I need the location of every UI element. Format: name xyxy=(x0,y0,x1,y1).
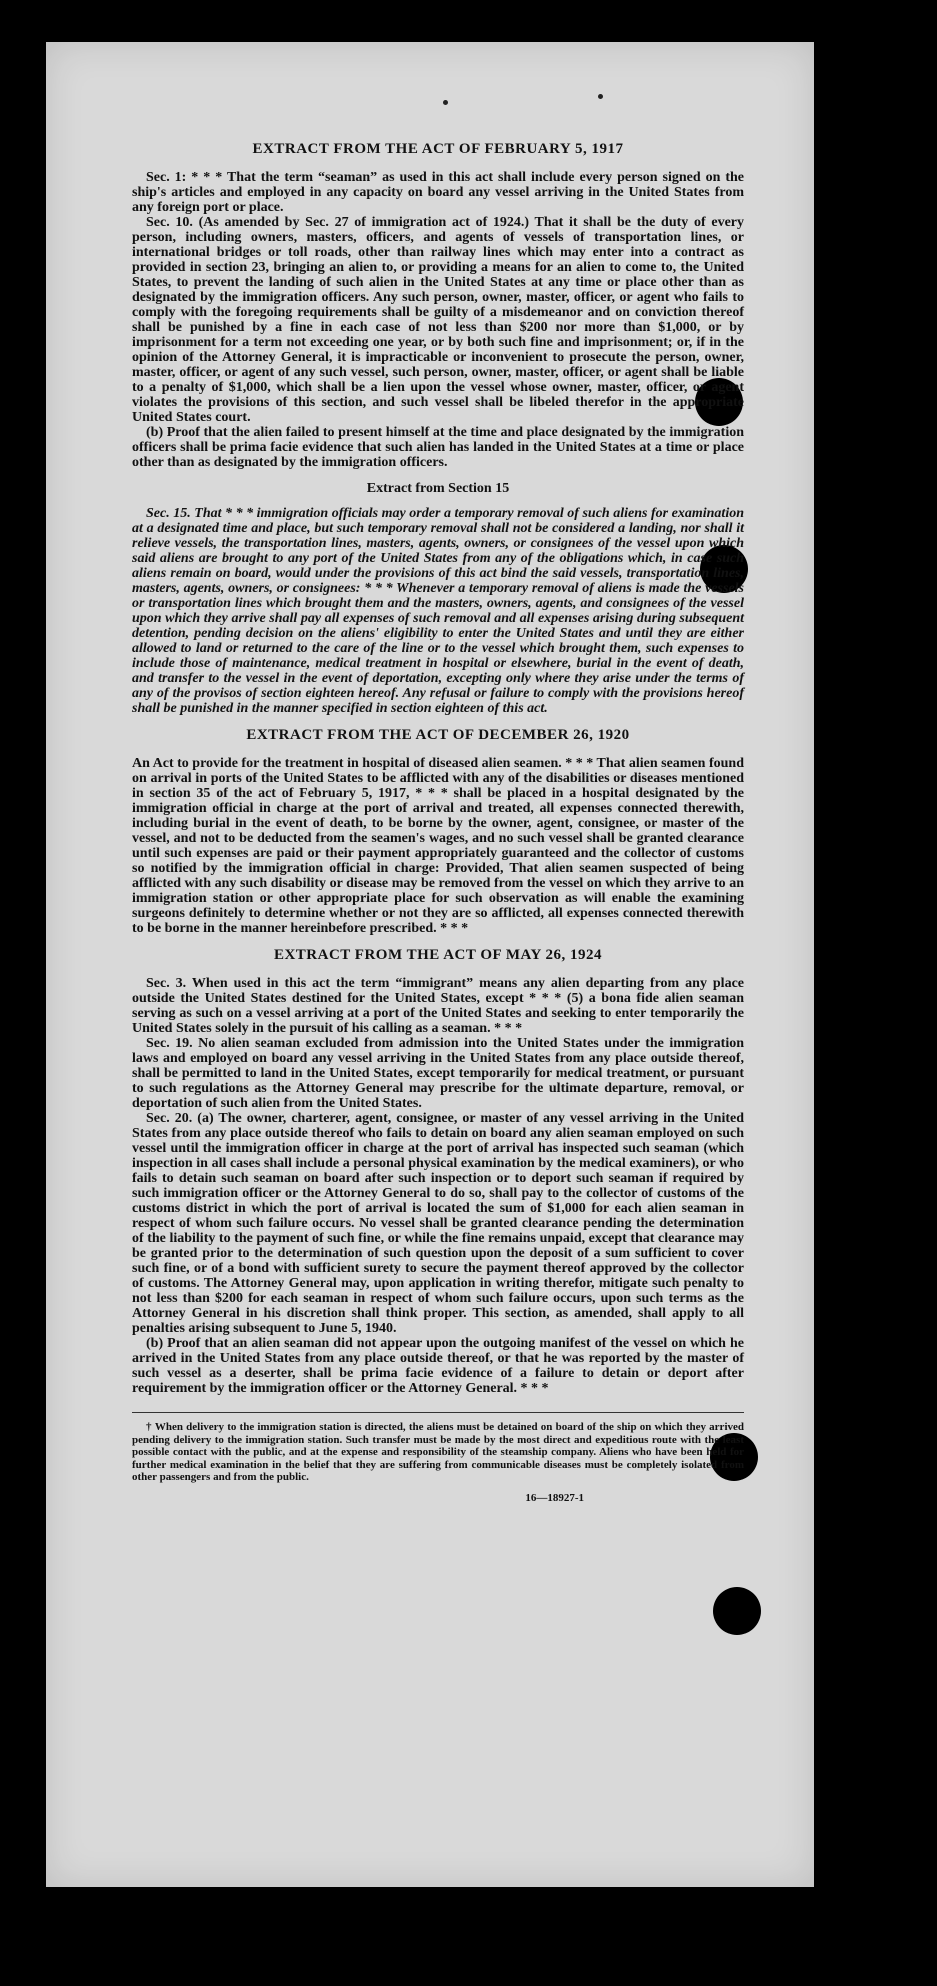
section-1920 xyxy=(132,756,744,936)
paragraph-1917-sec10b: (b) Proof that the alien failed to present himself at the time and place designated by the immigration officers shall be prima facie evidence that such alien has landed in the United States at a time or place other than as designated by the immigration officers. xyxy=(132,425,744,470)
footnote xyxy=(132,1412,744,1484)
paragraph-1924-sec20b: (b) Proof that an alien seaman did not appear upon the outgoing manifest of the vessel on which he arrived in the United States from any place outside thereof, or that he was reported by the master of such vessel as a deserter, shall be prima facie evidence of a failure to detain or deport after requirement by the immigration officer or the Attorney General. * * * xyxy=(132,1336,744,1396)
section-1924 xyxy=(132,976,744,1396)
speck xyxy=(598,94,603,99)
heading-act-1917: EXTRACT FROM THE ACT OF FEBRUARY 5, 1917 xyxy=(252,141,624,157)
document-body xyxy=(132,140,744,1504)
paragraph-sec15: Sec. 15. That * * * immigration officials may order a temporary removal of such aliens for examination at a designated time and place, but such temporary removal shall not be considered a landing, nor shall it relieve vessels, the transportation lines, masters, agents, owners, or consignees of the vessel upon which said aliens are brought to any port of the United States from any of the obligations which, in case such aliens remain on board, would under the provisions of this act bind the said vessels, transportation lines, masters, agents, owners, or consignees: * * * Whenever a temporary removal of aliens is made the vessels or transportation lines which brought them and the masters, owners, agents, and consignees of the vessel upon which they arrive shall pay all expenses of such removal and all expenses arising during subsequent detention, pending decision on the aliens' eligibility to enter the United States and until they are either allowed to land or returned to the care of the line or to the vessel which brought them, such expenses to include those of maintenance, medical treatment in hospital or elsewhere, burial in the event of death, and transfer to the vessel in the event of deportation, excepting only where they arise under the terms of any of the provisos of section eighteen hereof. Any refusal or failure to comply with the provisions hereof shall be punished in the manner specified in section eighteen of this act. xyxy=(132,506,744,716)
paragraph-1920: An Act to provide for the treatment in hospital of diseased alien seamen. * * * That alien seamen found on arrival in ports of the United States to be afflicted with any of the disabilities or diseases mentioned in section 35 of the act of February 5, 1917, * * * shall be placed in a hospital designated by the immigration official in charge at the port of arrival and treated, all expenses connected therewith, including burial in the event of death, to be borne by the owner, agent, consignee, or master of the vessel, and not to be deducted from the seamen's wages, and no such vessel shall be granted clearance until such expenses are paid or their payment appropriately guaranteed and the collector of customs so notified by the immigration official in charge: Provided, That alien seamen suspected of being afflicted with any such disability or disease may be removed from the vessel on which they arrive to an immigration station or other appropriate place for such observation as will enable the examining surgeons definitely to determine whether or not they are so afflicted, all expenses connected therewith to be borne in the manner hereinbefore prescribed. * * * xyxy=(132,756,744,936)
heading-act-1920: EXTRACT FROM THE ACT OF DECEMBER 26, 1920 xyxy=(246,727,630,743)
speck xyxy=(443,100,448,105)
document-page xyxy=(46,42,814,1887)
paragraph-1924-sec19: Sec. 19. No alien seaman excluded from admission into the United States under the immigration laws and employed on board any vessel arriving in the United States from any place outside thereof, shall be permitted to land in the United States, except temporarily for medical treatment, or pursuant to such regulations as the Attorney General may prescribe for the ultimate departure, removal, or deportation of such alien from the United States. xyxy=(132,1036,744,1111)
paragraph-1917-sec1: Sec. 1: * * * That the term “seaman” as used in this act shall include every person signed on the ship's articles and employed in any capacity on board any vessel arriving in the United States from any foreign port or place. xyxy=(132,170,744,215)
punch-hole xyxy=(713,1587,761,1635)
paragraph-1917-sec10: Sec. 10. (As amended by Sec. 27 of immigration act of 1924.) That it shall be the duty of every person, including owners, masters, officers, and agents of vessels of transportation lines, or international bridges or toll roads, other than railway lines which may enter into a contract as provided in section 23, bringing an alien to, or providing a means for an alien to come to, the United States, to prevent the landing of such alien in the United States at any time or place other than as designated by the immigration officers. Any such person, owner, master, officer, or agent who fails to comply with the foregoing requirements shall be guilty of a misdemeanor and on conviction thereof shall be punished by a fine in each case of not less than $200 nor more than $1,000, or by imprisonment for a term not exceeding one year, or by both such fine and imprisonment; or, if in the opinion of the Attorney General, it is impracticable or inconvenient to prosecute the person, owner, master, officer, or agent of any such vessel, such person, owner, master, officer, or agent shall be liable to a penalty of $1,000, which shall be a lien upon the vessel whose owner, master, officer, or agent violates the provisions of this section, and such vessel shall be libeled therefor in the appropriate United States court. xyxy=(132,215,744,425)
paragraph-1924-sec20a: Sec. 20. (a) The owner, charterer, agent, consignee, or master of any vessel arriving in the United States from any place outside thereof who fails to detain on board any alien seaman employed on such vessel until the immigration officer in charge at the port of arrival has inspected such seaman (which inspection in all cases shall include a personal physical examination by the medical examiners), or who fails to detain such seaman on board after such inspection or to deport such seaman if required by such immigration officer or the Attorney General to do so, shall pay to the collector of customs of the customs district in which the port of arrival is located the sum of $1,000 for each alien seaman in respect of whom such failure occurs. No vessel shall be granted clearance pending the determination of the liability to the payment of such fine, or while the fine remains unpaid, except that clearance may be granted prior to the determination of such question upon the deposit of a sum sufficient to cover such fine, or of a bond with sufficient surety to secure the payment thereof approved by the collector of customs. The Attorney General may, upon application in writing therefor, mitigate such penalty to not less than $200 for each seaman in respect of whom such failure occurs, upon such terms as the Attorney General in his discretion shall think proper. This section, as amended, shall apply to all penalties arising subsequent to June 5, 1940. xyxy=(132,1111,744,1336)
paragraph-1924-sec3: Sec. 3. When used in this act the term “immigrant” means any alien departing from any place outside the United States destined for the United States, except * * * (5) a bona fide alien seaman serving as such on a vessel arriving at a port of the United States and seeking to enter temporarily the United States solely in the pursuit of his calling as a seaman. * * * xyxy=(132,976,744,1036)
section-15 xyxy=(132,506,744,716)
form-number: 16—18927-1 xyxy=(525,1491,584,1504)
footnote-text: † When delivery to the immigration station is directed, the aliens must be detained on board of the ship on which they arrived pending delivery to the immigration station. Such transfer must be made by the most direct and expeditious route with the least possible contact with the public, and at the expense and responsibility of the steamship company. Aliens who have been held for further medical examination in the belief that they are suffering from communicable diseases must be completely isolated from other passengers and from the public. xyxy=(132,1421,744,1483)
section-1917 xyxy=(132,170,744,470)
heading-act-1924: EXTRACT FROM THE ACT OF MAY 26, 1924 xyxy=(273,947,603,963)
heading-section-15: Extract from Section 15 xyxy=(366,481,510,496)
